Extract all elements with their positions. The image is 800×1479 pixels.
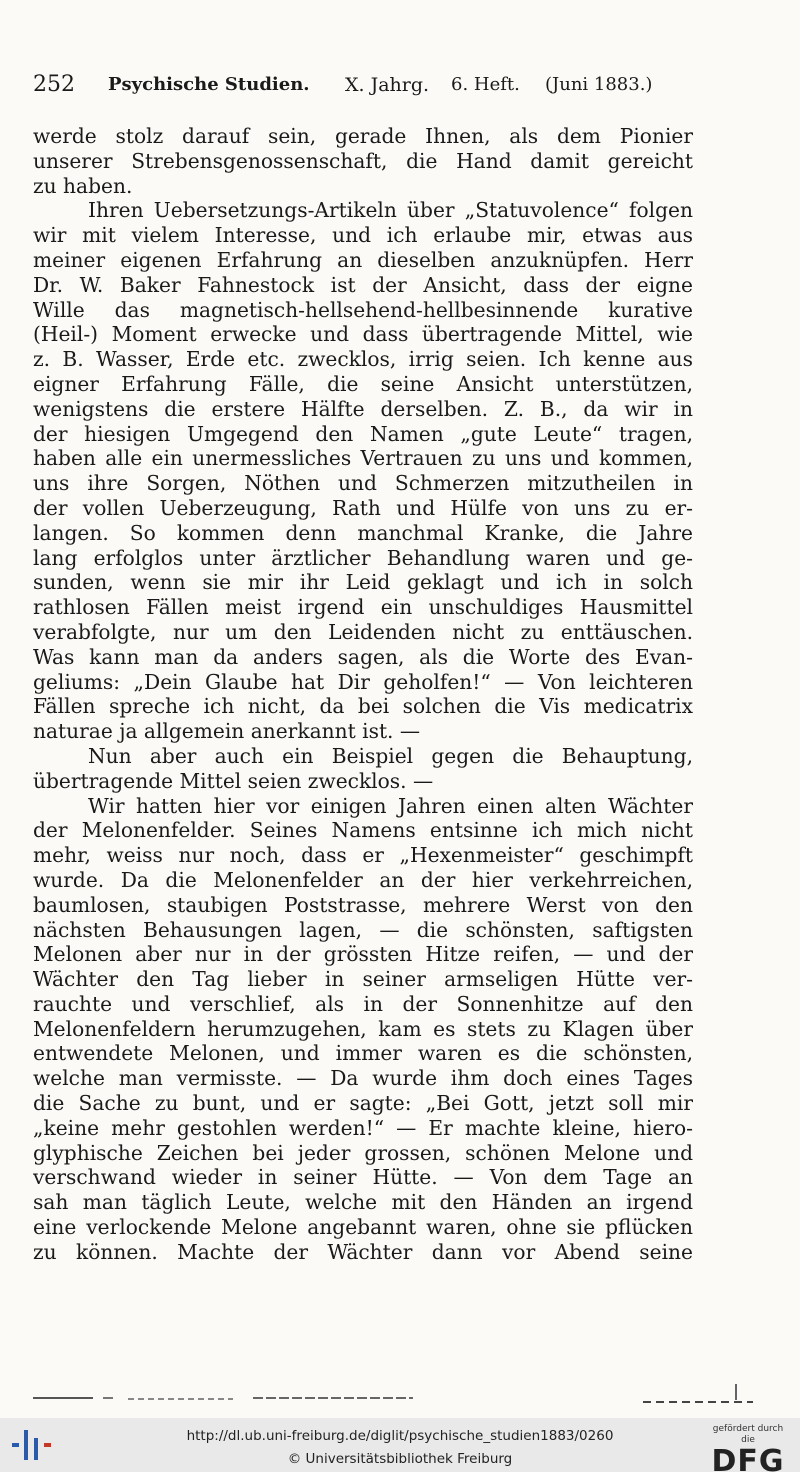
text-line: lang erfolglos unter ärztlicher Behandlung waren und ge- [33, 545, 693, 570]
text-line: sunden, wenn sie mir ihr Leid geklagt und ich in solch [33, 570, 693, 595]
text-line: eigner Erfahrung Fälle, die seine Ansicht unterstützen, [33, 371, 693, 396]
text-line: entwendete Melonen, und immer waren es die schönsten, [33, 1041, 693, 1066]
text-line: glyphische Zeichen bei jeder grossen, schönen Melone und [33, 1140, 693, 1165]
text-line: die Sache zu bunt, und er sagte: „Bei Gott, jetzt soll mir [33, 1091, 693, 1116]
dfg-wordmark: DFG [711, 1444, 785, 1479]
text-line: sah man täglich Leute, welche mit den Händen an irgend [33, 1190, 693, 1215]
text-line: Was kann man da anders sagen, als die Worte des Evan- [33, 644, 693, 669]
dfg-tagline: gefördert durch die [712, 1424, 784, 1445]
text-line: wurde. Da die Melonenfelder an der hier verkehrreichen, [33, 867, 693, 892]
issue-date: (Juni 1883.) [545, 74, 653, 95]
volume-label: X. Jahrg. [345, 74, 430, 96]
text-line: Wille das magnetisch-hellsehend-hellbesinnende kurative [33, 297, 693, 322]
text-line: verabfolgte, nur um den Leidenden nicht zu enttäuschen. [33, 619, 693, 644]
permalink-url[interactable]: http://dl.ub.uni-freiburg.de/diglit/psychische_studien1883/0260 [186, 1428, 614, 1444]
text-line: z. B. Wasser, Erde etc. zwecklos, irrig seien. Ich kenne aus [33, 347, 693, 372]
journal-title: Psychische Studien. [108, 74, 310, 95]
text-line: werde stolz darauf sein, gerade Ihnen, als dem Pionier [33, 124, 693, 148]
text-line: zu haben. [33, 173, 133, 198]
text-line: der Melonenfelder. Seines Namens entsinne ich mich nicht [33, 818, 693, 843]
text-line: langen. So kommen denn manchmal Kranke, die Jahre [33, 520, 693, 545]
text-line: naturae ja allgemein anerkannt ist. — [33, 719, 421, 744]
dfg-logo [706, 1424, 790, 1479]
text-line: Melonen aber nur in der grössten Hitze reifen, — und der [33, 942, 693, 967]
text-line: der hiesigen Umgegend den Namen „gute Leute“ tragen, [33, 421, 693, 446]
text-line: (Heil-) Moment erwecke und dass übertragende Mittel, wie [33, 322, 693, 347]
text-line: baumlosen, staubigen Poststrasse, mehrere Werst von den [33, 892, 693, 917]
scan-artifact-line [33, 1380, 753, 1410]
text-line: welche man vermisste. — Da wurde ihm doch eines Tages [33, 1066, 693, 1091]
text-line: wir mit vielem Interesse, und ich erlaube mir, etwas aus [33, 223, 693, 248]
text-line: meiner eigenen Erfahrung an dieselben anzuknüpfen. Herr [33, 247, 693, 272]
text-line: nächsten Behausungen lagen, — die schönsten, saftigsten [33, 917, 693, 942]
text-line: Wir hatten hier vor einigen Jahren einen alten Wächter [88, 793, 693, 818]
text-line: übertragende Mittel seien zwecklos. — [33, 768, 434, 793]
text-line: Wächter den Tag lieber in seiner armseligen Hütte ver- [33, 967, 693, 992]
text-line: Nun aber auch ein Beispiel gegen die Behauptung, [88, 743, 693, 768]
page-number: 252 [33, 72, 75, 97]
text-line: der vollen Ueberzeugung, Rath und Hülfe von uns zu er- [33, 495, 693, 520]
text-line: unserer Strebensgenossenschaft, die Hand damit gereicht [33, 148, 693, 173]
text-line: „keine mehr gestohlen werden!“ — Er machte kleine, hiero- [33, 1115, 693, 1140]
text-line: wenigstens die erstere Hälfte derselben. Z. B., da wir in [33, 396, 693, 421]
text-line: Ihren Uebersetzungs-Artikeln über „Statuvolence“ folgen [88, 198, 693, 223]
footer-bar [0, 1418, 800, 1479]
text-line: haben alle ein unermessliches Vertrauen zu uns und kommen, [33, 446, 693, 471]
copyright-notice: © Universitätsbibliothek Freiburg [287, 1451, 513, 1467]
issue-label: 6. Heft. [451, 74, 520, 95]
text-line: zu können. Machte der Wächter dann vor Abend seine [33, 1239, 693, 1264]
text-line: rauchte und verschlief, als in der Sonnenhitze auf den [33, 991, 693, 1016]
text-line: mehr, weiss nur noch, dass er „Hexenmeister“ geschimpft [33, 843, 693, 868]
text-line: Melonenfeldern herumzugehen, kam es stets zu Klagen über [33, 1016, 693, 1041]
text-line: Fällen spreche ich nicht, da bei solchen die Vis medicatrix [33, 694, 693, 719]
running-header [33, 72, 693, 102]
text-line: geliums: „Dein Glaube hat Dir geholfen!“ — Von leichteren [33, 669, 693, 694]
body-text [33, 124, 693, 1265]
text-line: uns ihre Sorgen, Nöthen und Schmerzen mitzutheilen in [33, 471, 693, 496]
text-line: verschwand wieder in seiner Hütte. — Von dem Tage an [33, 1165, 693, 1190]
text-line: Dr. W. Baker Fahnestock ist der Ansicht, dass der eigne [33, 272, 693, 297]
text-line: eine verlockende Melone angebannt waren, ohne sie pflücken [33, 1215, 693, 1240]
text-line: rathlosen Fällen meist irgend ein unschuldiges Hausmittel [33, 595, 693, 620]
